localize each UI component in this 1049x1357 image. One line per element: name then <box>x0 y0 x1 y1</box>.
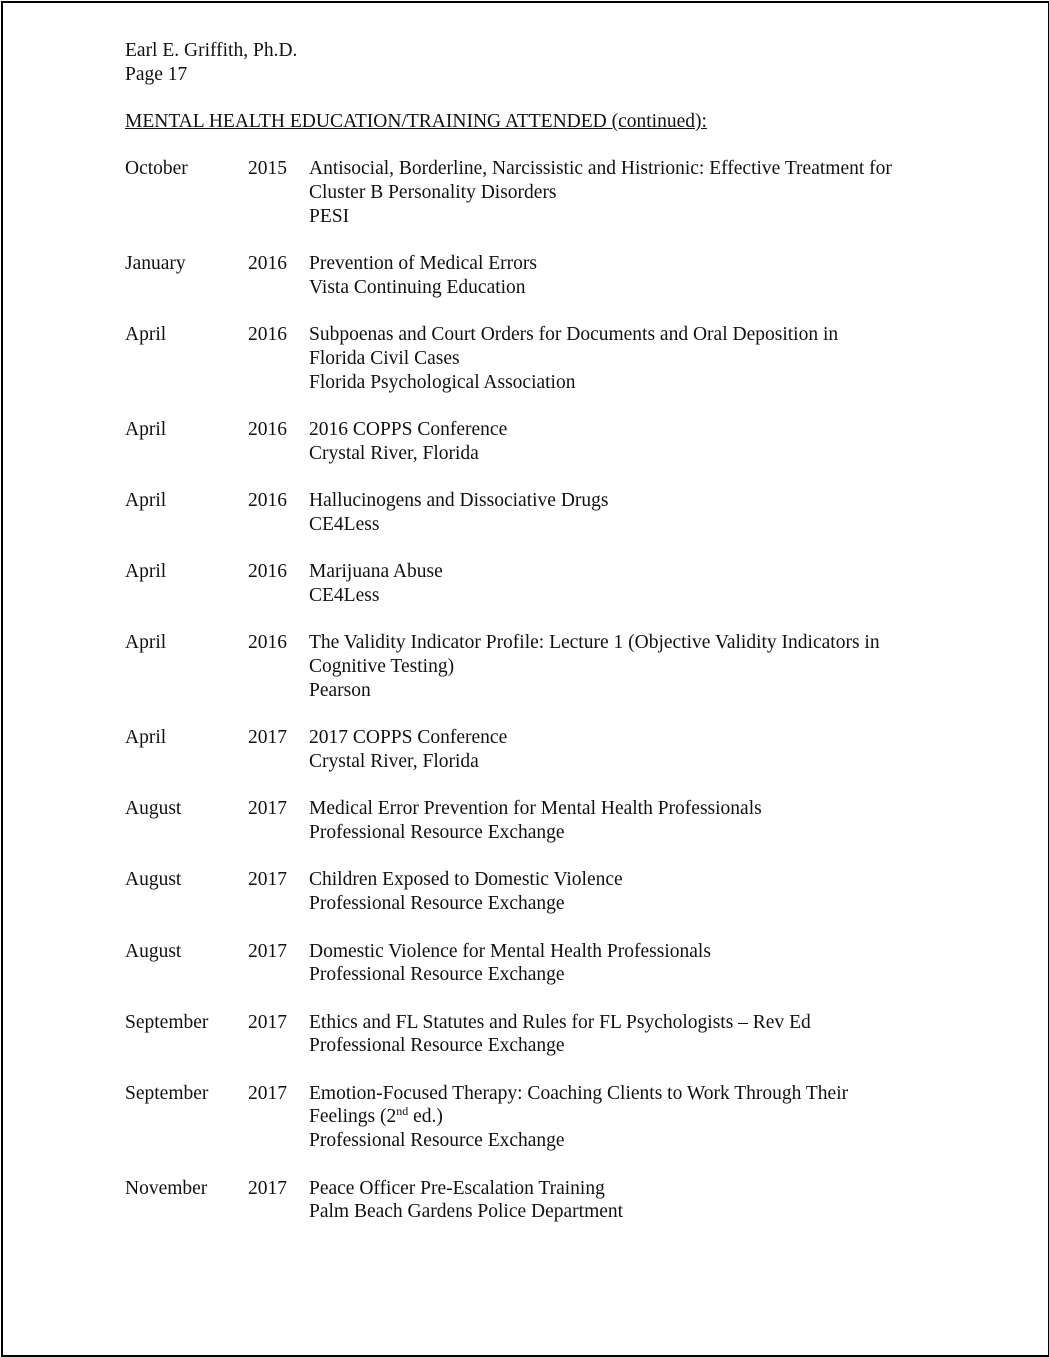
entry-provider: CE4Less <box>309 585 380 607</box>
entry-provider: PESI <box>309 205 350 227</box>
entry-month: August <box>125 798 182 820</box>
training-entry <box>125 868 985 915</box>
entry-title-line: Domestic Violence for Mental Health Professionals <box>309 940 711 962</box>
entry-provider: Palm Beach Gardens Police Department <box>309 1201 624 1223</box>
entry-year: 2016 <box>248 490 287 512</box>
entry-provider: Professional Resource Exchange <box>309 964 565 986</box>
training-entry <box>125 323 985 394</box>
entry-title-line: Subpoenas and Court Orders for Documents and Oral Deposition in <box>309 324 839 346</box>
entry-provider: Florida Psychological Association <box>309 371 576 393</box>
entry-month: August <box>125 940 182 962</box>
training-entry <box>125 1177 985 1224</box>
entry-title-line: Marijuana Abuse <box>309 561 443 583</box>
entry-title-line: Cluster B Personality Disorders <box>309 182 557 204</box>
entry-month: September <box>125 1082 209 1104</box>
training-entry <box>125 631 985 702</box>
entry-year: 2017 <box>248 940 287 962</box>
training-list <box>125 157 985 1223</box>
entry-month: November <box>125 1177 208 1199</box>
entry-provider: Professional Resource Exchange <box>309 822 565 844</box>
entry-title-line: 2016 COPPS Conference <box>309 419 508 441</box>
entry-title-line: Emotion-Focused Therapy: Coaching Clients to Work Through Their <box>309 1082 849 1104</box>
entry-year: 2016 <box>248 253 287 275</box>
entry-month: April <box>125 561 167 583</box>
page-header <box>125 39 985 86</box>
entry-year: 2017 <box>248 727 287 749</box>
training-entry <box>125 726 985 773</box>
entry-year: 2017 <box>248 869 287 891</box>
entry-provider: Professional Resource Exchange <box>309 893 565 915</box>
entry-details <box>309 631 985 702</box>
entry-year: 2016 <box>248 419 287 441</box>
entry-month: April <box>125 490 167 512</box>
document-page <box>125 39 985 1248</box>
training-entry <box>125 797 985 844</box>
entry-month: January <box>125 253 186 275</box>
entry-year: 2017 <box>248 1177 287 1199</box>
training-entry <box>125 252 985 299</box>
entry-details <box>309 1082 985 1153</box>
entry-month: September <box>125 1011 209 1033</box>
entry-title-line: The Validity Indicator Profile: Lecture 1 (Objective Validity Indicators in <box>309 632 880 654</box>
entry-details <box>309 726 985 773</box>
entry-title-line: Ethics and FL Statutes and Rules for FL Psychologists – Rev Ed <box>309 1011 811 1033</box>
entry-year: 2016 <box>248 561 287 583</box>
entry-year: 2017 <box>248 1082 287 1104</box>
entry-details <box>309 418 985 465</box>
entry-month: August <box>125 869 182 891</box>
entry-month: April <box>125 632 167 654</box>
entry-provider: Crystal River, Florida <box>309 442 479 464</box>
section-heading: MENTAL HEALTH EDUCATION/TRAINING ATTENDED (continued): <box>125 111 707 133</box>
entry-title-line: Prevention of Medical Errors <box>309 253 537 275</box>
entry-year: 2015 <box>248 158 287 180</box>
training-entry <box>125 418 985 465</box>
entry-year: 2016 <box>248 324 287 346</box>
training-entry <box>125 1082 985 1153</box>
entry-month: April <box>125 324 167 346</box>
entry-details <box>309 323 985 394</box>
training-entry <box>125 157 985 228</box>
entry-details <box>309 868 985 915</box>
entry-title-text: Feelings (2 <box>309 1106 397 1128</box>
entry-title-line <box>309 1105 985 1129</box>
entry-details <box>309 1011 985 1058</box>
entry-details <box>309 489 985 536</box>
training-entry <box>125 1011 985 1058</box>
entry-title-line: Children Exposed to Domestic Violence <box>309 869 623 891</box>
entry-details <box>309 797 985 844</box>
ordinal-superscript: nd <box>396 1104 409 1119</box>
entry-details <box>309 1177 985 1224</box>
entry-month: October <box>125 158 188 180</box>
entry-year: 2017 <box>248 1011 287 1033</box>
entry-year: 2017 <box>248 798 287 820</box>
entry-title-line: Peace Officer Pre-Escalation Training <box>309 1177 605 1199</box>
entry-year: 2016 <box>248 632 287 654</box>
entry-provider: Professional Resource Exchange <box>309 1130 565 1152</box>
training-entry <box>125 560 985 607</box>
training-entry <box>125 489 985 536</box>
entry-title-line: 2017 COPPS Conference <box>309 727 508 749</box>
entry-title-line: Cognitive Testing) <box>309 656 455 678</box>
entry-details <box>309 252 985 299</box>
entry-details <box>309 940 985 987</box>
entry-provider: CE4Less <box>309 513 380 535</box>
training-entry <box>125 940 985 987</box>
entry-details <box>309 157 985 228</box>
entry-title-line: Medical Error Prevention for Mental Health Professionals <box>309 798 762 820</box>
entry-title-line: Antisocial, Borderline, Narcissistic and Histrionic: Effective Treatment for <box>309 158 892 180</box>
entry-title-text: ed.) <box>408 1106 443 1128</box>
entry-provider: Professional Resource Exchange <box>309 1035 565 1057</box>
entry-details <box>309 560 985 607</box>
entry-provider: Crystal River, Florida <box>309 750 479 772</box>
page-number: Page 17 <box>125 63 188 85</box>
entry-provider: Pearson <box>309 679 371 701</box>
entry-month: April <box>125 419 167 441</box>
entry-month: April <box>125 727 167 749</box>
entry-title-line: Florida Civil Cases <box>309 348 460 370</box>
entry-title-line: Hallucinogens and Dissociative Drugs <box>309 490 609 512</box>
entry-provider: Vista Continuing Education <box>309 276 526 298</box>
author-name: Earl E. Griffith, Ph.D. <box>125 40 298 61</box>
